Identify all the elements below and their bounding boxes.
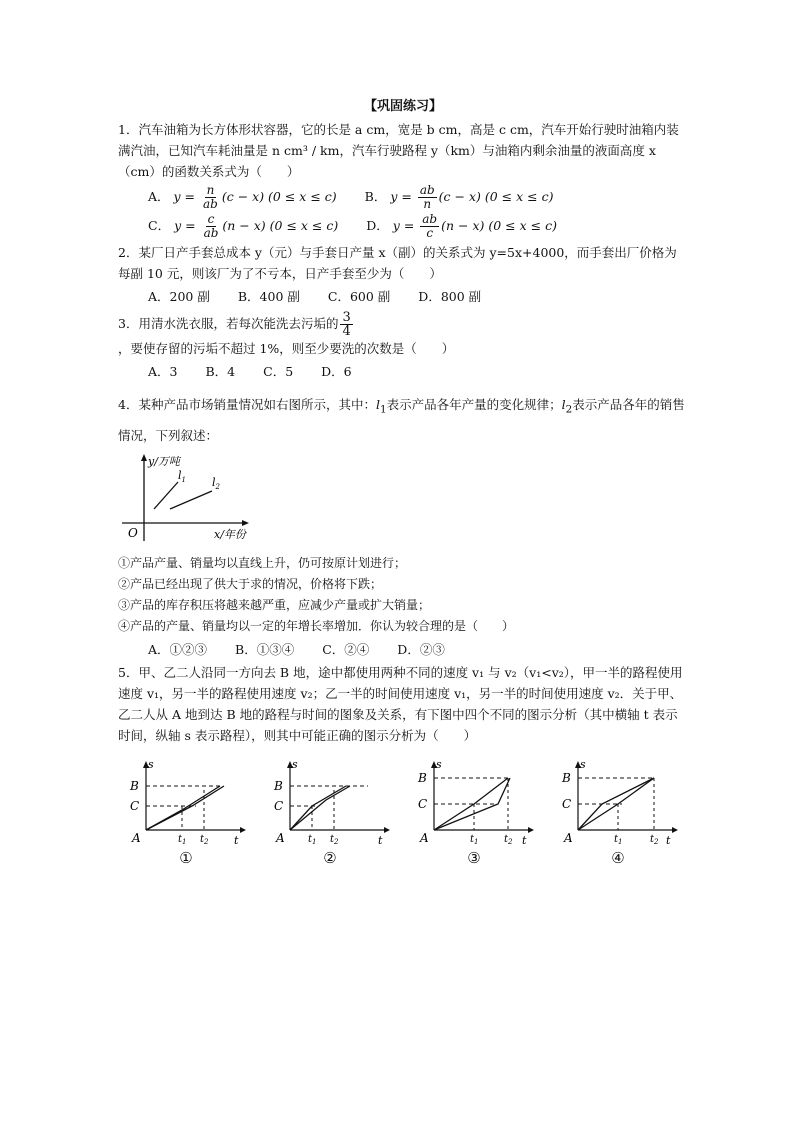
- q5-label-4: ④: [611, 848, 625, 867]
- q2-stem: 2．某厂日产手套总成本 y（元）与手套日产量 x（副）的关系式为 y=5x+4000，而手套出厂价格为每副 10 元，则该厂为了不亏本，日产手套至少为（ ）: [118, 245, 677, 281]
- q1-stem: 1．汽车油箱为长方体形状容器，它的长是 a cm，宽是 b cm，高是 c cm，汽车开始行驶时油箱内装满汽油，已知汽车耗油量是 n cm³ / km，汽车行驶路程 y（km）与油箱内剩余油量的液面高度 x（cm）的函数关系式为（ ）: [118, 122, 679, 179]
- q5-stem: 5．甲、乙二人沿同一方向去 B 地，途中都使用两种不同的速度 v₁ 与 v₂（v₁<v₂），甲一半的路程使用速度 v₁，另一半的路程使用速度 v₂；乙一半的时间使用速度 v₁，另一半的时间使用速度 v₂．关于甲、乙二人从 A 地到达 B 地的路程与时间的图象及关系，有下图中四个不同的图示分析（其中横轴 t 表示时间，纵轴 s 表示路程），则其中可能正确的图示分析为（ ）: [118, 664, 683, 743]
- svg-text:C: C: [130, 798, 140, 813]
- q3-option-b[interactable]: B．4: [205, 364, 236, 379]
- svg-text:t: t: [522, 833, 527, 846]
- svg-text:s: s: [292, 759, 298, 771]
- svg-text:s: s: [580, 759, 586, 771]
- svg-text:t1: $t_1$: [308, 833, 317, 846]
- q4-option-d[interactable]: D．②③: [397, 641, 445, 657]
- svg-text:t: t: [234, 833, 239, 846]
- svg-text:A: A: [564, 830, 573, 845]
- q3-stem: 3．用清水洗衣服，若每次能洗去污垢的 $\frac{3}{4}$ ，要使存留的污垢不超过 1%，则至少要洗的次数是（ ）: [118, 310, 455, 356]
- q4-graph: [118, 453, 688, 551]
- svg-text:t2: $t_2$: [200, 833, 209, 846]
- svg-text:A: A: [132, 830, 141, 845]
- svg-text:t: t: [666, 833, 671, 846]
- q4-stem: 4．某种产品市场销量情况如右图所示，其中：$l_1$表示产品各年产量的变化规律；$l_2$表示产品各年的销售情况，下列叙述：: [118, 397, 685, 443]
- svg-text:t2: $t_2$: [330, 833, 339, 846]
- q3-option-d[interactable]: D．6: [321, 364, 352, 379]
- q4-statement-4: ④产品的产量、销量均以一定的年增长率增加．你认为较合理的是（ ）: [118, 618, 515, 633]
- q2-option-d[interactable]: D．800 副: [418, 289, 482, 304]
- svg-text:s: s: [436, 759, 442, 771]
- q4-statement-1: ①产品产量、销量均以直线上升，仍可按原计划进行；: [118, 555, 407, 570]
- q2-options: [118, 286, 688, 307]
- q4-statement-3: ③产品的库存积压将越来越严重，应减少产量或扩大销量；: [118, 597, 431, 612]
- svg-text:t2: $t_2$: [504, 833, 513, 846]
- svg-text:C: C: [418, 796, 428, 811]
- svg-text:A: A: [276, 830, 285, 845]
- q5-figure-1: [126, 760, 246, 869]
- svg-text:B: B: [130, 778, 139, 793]
- q1-c-fraction: $\frac{c}{ab}$: [203, 212, 219, 240]
- q1-option-a[interactable]: A． y = $\frac{n}{ab}$ (c − x) (0 ≤ x ≤ c): [148, 183, 337, 211]
- q1-b-fraction: $\frac{ab}{n}$: [419, 183, 435, 211]
- q3-fraction: $\frac{3}{4}$: [342, 310, 351, 339]
- svg-text:t1: $t_1$: [178, 833, 187, 846]
- svg-text:s: s: [148, 759, 154, 771]
- q4-statement-2: ②产品已经出现了供大于求的情况，价格将下跌；: [118, 576, 383, 591]
- q1-options-row-2: [118, 213, 688, 240]
- q1-option-b[interactable]: B． y = $\frac{ab}{n}$ (c − x) (0 ≤ x ≤ c): [364, 183, 554, 211]
- q5-label-3: ③: [467, 848, 481, 867]
- q4-origin: O: [128, 525, 138, 540]
- q2-option-a[interactable]: A．200 副: [148, 289, 210, 304]
- section-title: 【巩固练习】: [363, 99, 442, 114]
- q5-figure-3: [414, 760, 534, 869]
- svg-text:A: A: [420, 830, 429, 845]
- svg-text:B: B: [562, 770, 571, 785]
- q2-option-b[interactable]: B．400 副: [237, 289, 300, 304]
- svg-text:t1: $t_1$: [614, 833, 623, 846]
- q1-option-c[interactable]: C． y = $\frac{c}{ab}$ (n − x) (0 ≤ x ≤ c): [148, 212, 339, 240]
- q4-xlabel: x/年份: [214, 527, 246, 541]
- q4-ylabel: y/万吨: [148, 454, 180, 468]
- q1-options-row-1: [118, 184, 688, 211]
- q1-d-fraction: $\frac{ab}{c}$: [422, 212, 438, 240]
- q4-option-b[interactable]: B．①③④: [235, 641, 295, 657]
- q1-a-fraction: $\frac{n}{ab}$: [203, 183, 218, 211]
- q4-options: [118, 639, 688, 660]
- q5-figure-4: [558, 760, 678, 869]
- q5-label-1: ①: [179, 848, 193, 867]
- q3-option-c[interactable]: C．5: [263, 364, 294, 379]
- q5-figures: [118, 760, 688, 869]
- svg-text:B: B: [418, 770, 427, 785]
- q3-options: [118, 361, 688, 382]
- q4-l2-label: $l_2$: [212, 475, 220, 491]
- q3-option-a[interactable]: A．3: [148, 364, 178, 379]
- svg-text:t1: $t_1$: [470, 833, 479, 846]
- q2-option-c[interactable]: C．600 副: [327, 289, 391, 304]
- svg-text:t2: $t_2$: [650, 833, 659, 846]
- svg-text:t: t: [378, 833, 383, 846]
- document-page: [118, 96, 688, 869]
- svg-text:C: C: [274, 798, 284, 813]
- q5-figure-2: [270, 760, 390, 869]
- q4-option-a[interactable]: A．①②③: [148, 641, 208, 657]
- svg-text:C: C: [562, 796, 572, 811]
- q5-label-2: ②: [323, 848, 337, 867]
- q4-option-c[interactable]: C．②④: [322, 641, 370, 657]
- svg-text:B: B: [274, 778, 283, 793]
- q4-l1-label: $l_1$: [178, 468, 186, 484]
- q1-option-d[interactable]: D． y = $\frac{ab}{c}$ (n − x) (0 ≤ x ≤ c): [366, 212, 557, 240]
